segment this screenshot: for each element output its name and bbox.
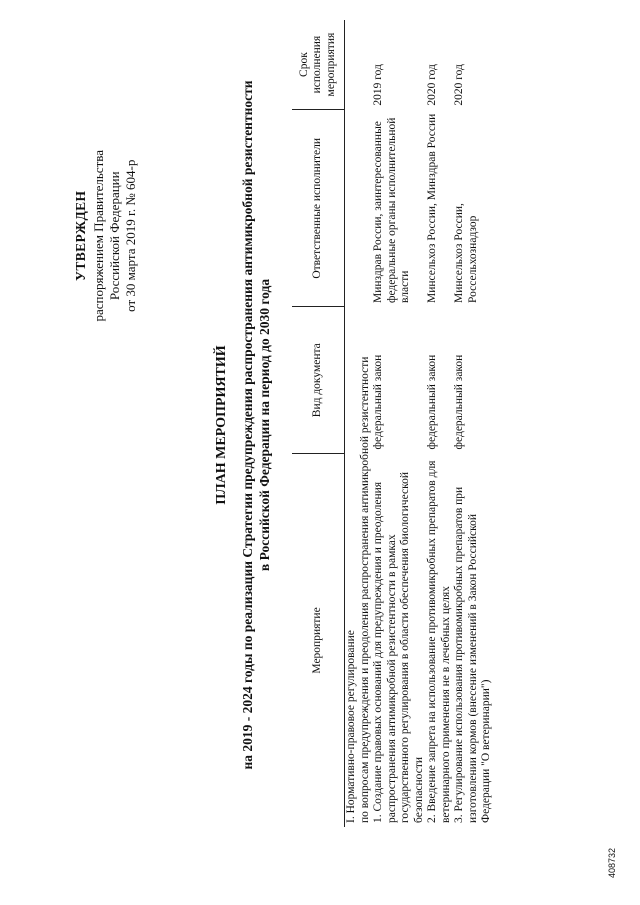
section-subtitle: по вопросам предупреждения и преодоления распространения антимикробной резистентности — [358, 356, 371, 823]
table-row — [453, 20, 494, 827]
header-event: Мероприятие — [292, 453, 345, 827]
cell-event: 2. Введение запрета на использование противомикробных препаратов для ветеринарного применения не в лечебных целях — [426, 460, 452, 823]
table-row — [372, 20, 426, 827]
document-title — [213, 65, 273, 785]
title-line: на 2019 - 2024 годы по реализации Стратегии предупреждения распространения антимикробной резистентности — [240, 80, 255, 770]
cell-responsible: Минсельхоз России, Россельхознадзор — [453, 203, 479, 303]
section-row — [345, 20, 373, 827]
cell-deadline: 2020 год — [453, 64, 465, 106]
title-main: ПЛАН МЕРОПРИЯТИЙ — [214, 345, 229, 505]
approval-stamp — [73, 150, 139, 322]
header-deadline: Срок исполнения мероприятия — [292, 20, 345, 110]
approval-date: от 30 марта 2019 г. № 604-р — [123, 159, 138, 312]
approval-line: распоряжением Правительства — [91, 150, 106, 322]
table-row — [426, 20, 453, 827]
cell-doctype: федеральный закон — [426, 354, 438, 450]
cell-responsible: Минсельхоз России, Минздрав России — [426, 113, 438, 303]
cell-event: 1. Создание правовых оснований для предупреждения и преодоления распространения антимикробной резистентности в рамках государственного регулирования в области обеспечения биологической безопасности — [372, 472, 425, 823]
plan-table — [292, 20, 494, 827]
cell-deadline: 2020 год — [426, 64, 438, 106]
approval-heading: УТВЕРЖДЕН — [73, 190, 88, 281]
cell-doctype: федеральный закон — [453, 354, 465, 450]
cell-event: 3. Регулирование использования противомикробных препаратов при изготовлении кормов (внесение изменений в Закон Российской Федерации "О ветеринарии") — [453, 486, 492, 823]
title-line: в Российской Федерации на период до 2030 года — [257, 278, 272, 572]
cell-deadline: 2019 год — [372, 64, 384, 106]
cell-doctype: федеральный закон — [372, 354, 384, 450]
header-doctype: Вид документа — [292, 307, 345, 453]
cell-responsible: Минздрав России, заинтересованные федеральные органы исполнительной власти — [372, 117, 411, 303]
document-code: 408732 — [607, 847, 617, 878]
section-heading — [345, 20, 373, 827]
header-responsible: Ответственные исполнители — [292, 110, 345, 307]
table-header-row — [292, 20, 345, 827]
approval-line: Российской Федерации — [107, 171, 122, 301]
section-title: I. Нормативно-правовое регулирование — [345, 630, 357, 823]
